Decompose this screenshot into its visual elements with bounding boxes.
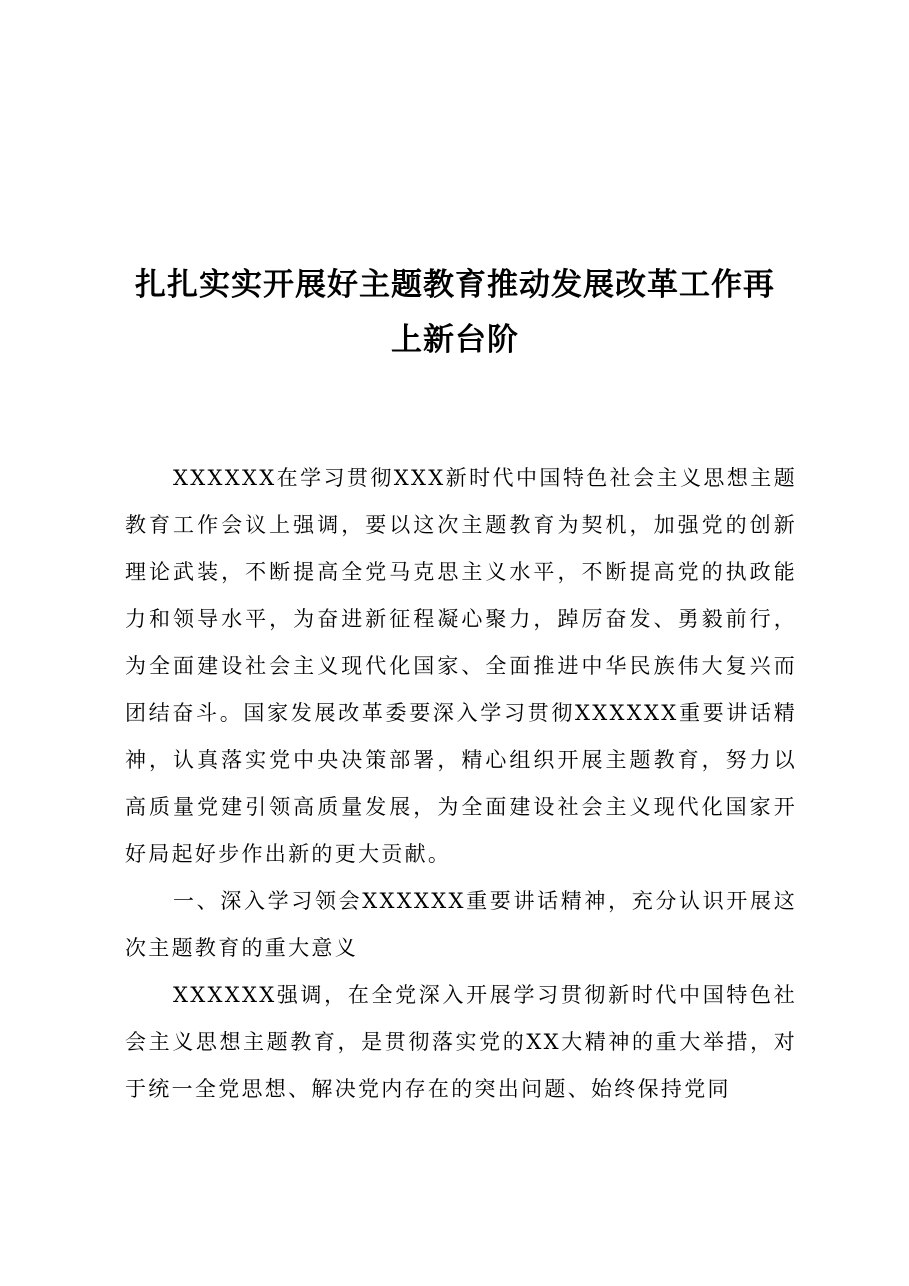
document-title — [110, 258, 800, 368]
section-heading-1: 一、深入学习领会XXXXXX重要讲话精神，充分认识开展这次主题教育的重大意义 — [125, 889, 797, 960]
paragraph-section-1: XXXXXX强调，在全党深入开展学习贯彻新时代中国特色社会主义思想主题教育，是贯彻落实党的XX大精神的重大举措，对于统一全党思想、解决党内存在的突出问题、始终保持党同 — [125, 983, 797, 1101]
title-line-2: 上新台阶 — [391, 322, 519, 358]
paragraph-intro: XXXXXX在学习贯彻XXX新时代中国特色社会主义思想主题教育工作会议上强调，要以这次主题教育为契机，加强党的创新理论武装，不断提高全党马克思主义水平，不断提高党的执政能力和领导水平，为奋进新征程凝心聚力，踔厉奋发、勇毅前行，为全面建设社会主义现代化国家、全面推进中华民族伟大复兴而团结奋斗。国家发展改革委要深入学习贯彻XXXXXX重要讲话精神，认真落实党中央决策部署，精心组织开展主题教育，努力以高质量党建引领高质量发展，为全面建设社会主义现代化国家开好局起好步作出新的更大贡献。 — [125, 466, 797, 866]
title-line-1: 扎扎实实开展好主题教育推动发展改革工作再 — [135, 267, 775, 303]
document-body — [125, 455, 797, 1113]
